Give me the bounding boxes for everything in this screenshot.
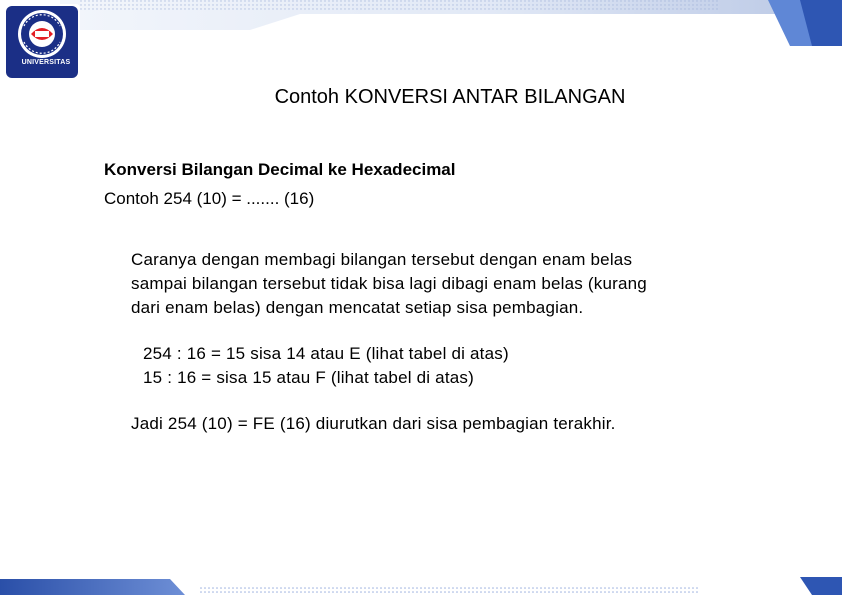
- bottom-decorative-band: [0, 575, 842, 595]
- paragraph-line: sampai bilangan tersebut tidak bisa lagi dibagi enam belas (kurang: [131, 274, 647, 293]
- section-heading: Konversi Bilangan Decimal ke Hexadecimal: [104, 160, 456, 179]
- explanation-paragraph: [131, 248, 771, 320]
- top-decorative-band: [0, 0, 842, 46]
- division-steps: [143, 342, 509, 390]
- logo-caption: UNIVERSITAS: [21, 59, 71, 66]
- conclusion-line: Jadi 254 (10) = FE (16) diurutkan dari sisa pembagian terakhir.: [131, 414, 616, 433]
- paragraph-line: Caranya dengan membagi bilangan tersebut dengan enam belas: [131, 250, 633, 269]
- example-line: Contoh 254 (10) = ....... (16): [104, 189, 315, 208]
- university-logo: [4, 4, 80, 80]
- slide-title: Contoh KONVERSI ANTAR BILANGAN: [274, 86, 626, 108]
- division-step: 254 : 16 = 15 sisa 14 atau E (lihat tabel di atas): [143, 344, 509, 363]
- division-step: 15 : 16 = sisa 15 atau F (lihat tabel di atas): [143, 368, 474, 387]
- paragraph-line: dari enam belas) dengan mencatat setiap sisa pembagian.: [131, 298, 584, 317]
- bsi-seal-icon: [4, 4, 80, 80]
